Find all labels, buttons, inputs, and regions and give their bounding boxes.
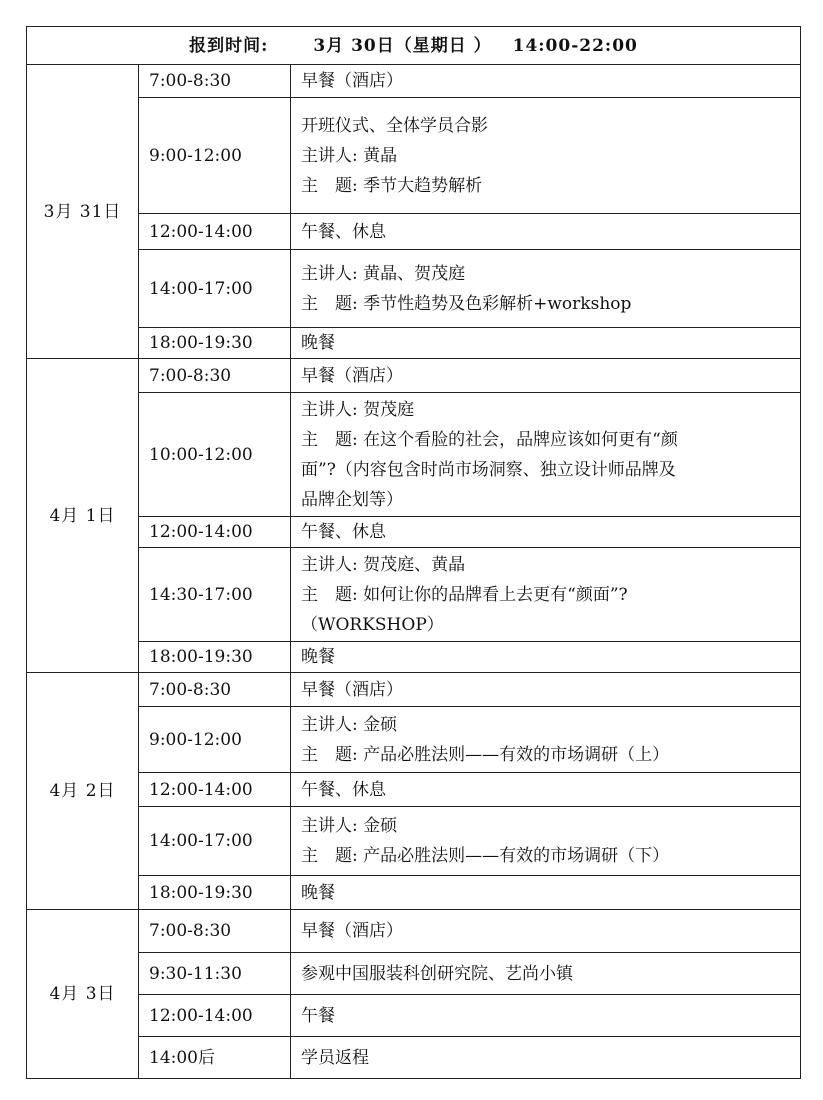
registration-hours: 14:00-22:00 [512,35,638,56]
schedule-row [27,807,801,876]
description-line: 主讲人: 贺茂庭、黄晶 [301,554,466,575]
session-description [291,995,801,1037]
header-row [27,27,801,65]
schedule-row [27,250,801,328]
description-line: 主 题: 产品必胜法则——有效的市场调研（下） [301,846,670,866]
registration-date: 3月 30日（星期日 ） [313,35,492,56]
description-line: 早餐（酒店） [301,679,403,700]
session-description [291,250,801,328]
description-line: 早餐（酒店） [301,365,403,386]
registration-label: 报到时间: [189,35,269,56]
session-description [291,673,801,707]
description-line: 主讲人: 黄晶、贺茂庭 [301,263,466,284]
description-line: 主讲人: 金硕 [301,714,398,735]
session-time: 14:00-17:00 [139,250,291,328]
session-description [291,517,801,548]
day-date: 4月 3日 [27,910,139,1079]
description-line: 晚餐 [301,647,335,667]
session-description [291,807,801,876]
day-date: 3月 31日 [27,65,139,359]
session-time: 14:00-17:00 [139,807,291,876]
description-line: 午餐、休息 [301,779,386,800]
description-line: 早餐（酒店） [301,71,403,91]
session-time: 18:00-19:30 [139,876,291,910]
schedule-row [27,642,801,673]
session-time: 10:00-12:00 [139,393,291,517]
description-line: 主 题: 在这个看脸的社会，品牌应该如何更有“颜 [301,429,678,450]
session-description [291,707,801,773]
session-time: 7:00-8:30 [139,65,291,98]
session-description [291,98,801,214]
schedule-row [27,910,801,953]
description-line: 品牌企划等） [301,489,403,510]
description-line: 午餐、休息 [301,221,386,242]
description-line: 午餐 [301,1005,335,1026]
schedule-row [27,995,801,1037]
session-time: 18:00-19:30 [139,328,291,359]
schedule-row [27,673,801,707]
session-description [291,642,801,673]
description-line: 主讲人: 金硕 [301,816,398,836]
session-description [291,328,801,359]
session-description [291,1037,801,1079]
description-line: 主讲人: 黄晶 [301,145,398,166]
description-line: 午餐、休息 [301,522,386,542]
schedule-table [26,26,801,1079]
description-line: 主讲人: 贺茂庭 [301,399,415,420]
session-time: 7:00-8:30 [139,910,291,953]
schedule-row [27,393,801,517]
schedule-row [27,707,801,773]
session-description [291,214,801,250]
description-line: 晚餐 [301,333,335,353]
schedule-row [27,359,801,393]
session-description [291,393,801,517]
schedule-row [27,517,801,548]
day-date: 4月 2日 [27,673,139,910]
session-description [291,953,801,995]
description-line: 主 题: 季节性趋势及色彩解析+workshop [301,293,632,314]
session-time: 7:00-8:30 [139,359,291,393]
description-line: （WORKSHOP） [301,614,444,635]
description-line: 主 题: 季节大趋势解析 [301,175,483,196]
description-line: 学员返程 [301,1047,369,1068]
session-time: 12:00-14:00 [139,214,291,250]
session-description [291,548,801,642]
session-description [291,773,801,807]
session-time: 14:00后 [139,1037,291,1079]
description-line: 参观中国服装科创研究院、艺尚小镇 [301,963,573,984]
session-time: 9:00-12:00 [139,98,291,214]
session-time: 12:00-14:00 [139,517,291,548]
session-time: 12:00-14:00 [139,995,291,1037]
schedule-row [27,1037,801,1079]
schedule-row [27,953,801,995]
description-line: 面”?（内容包含时尚市场洞察、独立设计师品牌及 [301,459,676,480]
description-line: 开班仪式、全体学员合影 [301,115,488,136]
session-time: 7:00-8:30 [139,673,291,707]
session-description [291,876,801,910]
session-description [291,359,801,393]
day-date: 4月 1日 [27,359,139,673]
schedule-row [27,876,801,910]
description-line: 早餐（酒店） [301,921,403,941]
session-time: 9:00-12:00 [139,707,291,773]
description-line: 晚餐 [301,882,335,903]
schedule-row [27,98,801,214]
session-time: 9:30-11:30 [139,953,291,995]
schedule-row [27,65,801,98]
session-description [291,910,801,953]
session-description [291,65,801,98]
description-line: 主 题: 产品必胜法则——有效的市场调研（上） [301,744,670,765]
registration-time [27,27,801,65]
schedule-row [27,328,801,359]
schedule-row [27,773,801,807]
schedule-row [27,214,801,250]
session-time: 14:30-17:00 [139,548,291,642]
schedule-row [27,548,801,642]
description-line: 主 题: 如何让你的品牌看上去更有“颜面”? [301,584,628,605]
session-time: 12:00-14:00 [139,773,291,807]
session-time: 18:00-19:30 [139,642,291,673]
